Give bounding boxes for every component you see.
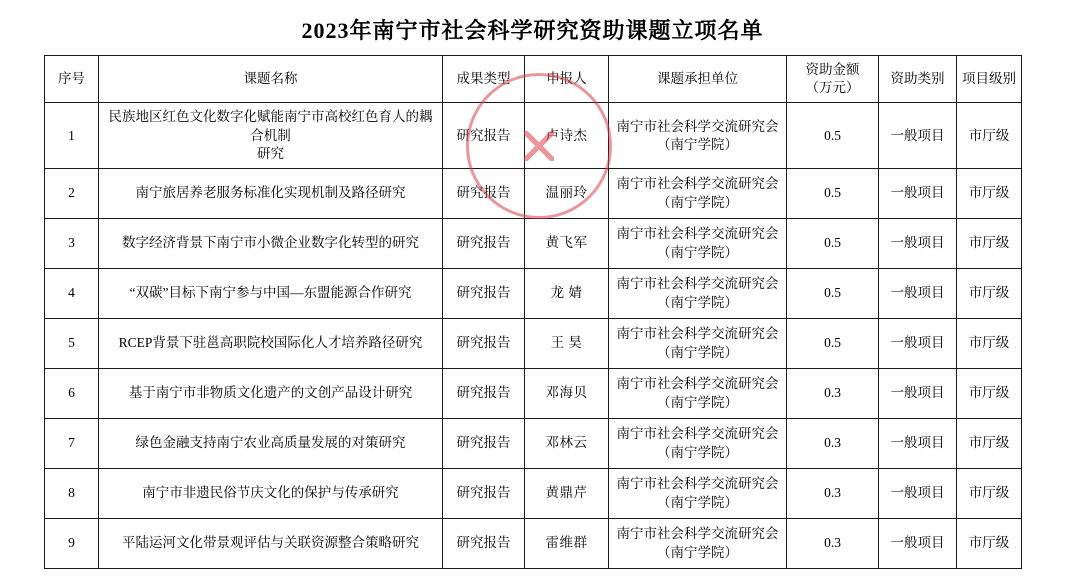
- project-list-table: [44, 55, 1022, 569]
- cell-unit-line1: 南宁市社会科学交流研究会: [616, 226, 779, 242]
- cell-name: 南宁市非遗民俗节庆文化的保护与传承研究: [99, 469, 443, 519]
- column-header-no: 序号: [45, 56, 99, 103]
- table-row: [45, 319, 1022, 369]
- cell-no: 6: [45, 369, 99, 419]
- cell-name: 基于南宁市非物质文化遗产的文创产品设计研究: [99, 369, 443, 419]
- cell-amount: 0.3: [787, 469, 879, 519]
- cell-unit: [609, 319, 787, 369]
- cell-type: 研究报告: [443, 269, 525, 319]
- cell-type: 研究报告: [443, 319, 525, 369]
- column-header-type: 成果类型: [443, 56, 525, 103]
- cell-name: RCEP背景下驻邕高职院校国际化人才培养路径研究: [99, 319, 443, 369]
- cell-amount: 0.5: [787, 169, 879, 219]
- table-row: [45, 419, 1022, 469]
- cell-type: 研究报告: [443, 169, 525, 219]
- cell-unit-line2: （南宁学院）: [657, 194, 738, 210]
- cell-no: 8: [45, 469, 99, 519]
- cell-type: 研究报告: [443, 219, 525, 269]
- cell-name: 绿色金融支持南宁农业高质量发展的对策研究: [99, 419, 443, 469]
- table-row: [45, 519, 1022, 569]
- cell-unit-line2: （南宁学院）: [657, 294, 738, 310]
- table-row: [45, 219, 1022, 269]
- cell-unit-line2: （南宁学院）: [657, 244, 738, 260]
- cell-type: 研究报告: [443, 419, 525, 469]
- cell-unit-line1: 南宁市社会科学交流研究会: [616, 376, 779, 392]
- cell-level: 市厅级: [957, 369, 1022, 419]
- cell-unit: [609, 169, 787, 219]
- cell-person: 王 昊: [525, 319, 609, 369]
- cell-name-line2: 研究: [257, 145, 284, 161]
- cell-person: 温丽玲: [525, 169, 609, 219]
- column-header-level: 项目级别: [957, 56, 1022, 103]
- cell-no: 2: [45, 169, 99, 219]
- cell-kind: 一般项目: [879, 169, 957, 219]
- cell-unit-line1: 南宁市社会科学交流研究会: [616, 276, 779, 292]
- cell-level: 市厅级: [957, 103, 1022, 169]
- cell-amount: 0.5: [787, 103, 879, 169]
- cell-no: 7: [45, 419, 99, 469]
- cell-level: 市厅级: [957, 469, 1022, 519]
- cell-unit-line2: （南宁学院）: [657, 136, 738, 152]
- cell-unit: [609, 269, 787, 319]
- table-row: [45, 369, 1022, 419]
- cell-amount: 0.3: [787, 369, 879, 419]
- cell-kind: 一般项目: [879, 519, 957, 569]
- column-header-name: 课题名称: [99, 56, 443, 103]
- cell-unit-line2: （南宁学院）: [657, 494, 738, 510]
- cell-level: 市厅级: [957, 319, 1022, 369]
- cell-type: 研究报告: [443, 469, 525, 519]
- table-header-row: [45, 56, 1022, 103]
- table-header: [45, 56, 1022, 103]
- table-container: [0, 55, 1065, 569]
- cell-unit-line2: （南宁学院）: [657, 444, 738, 460]
- cell-level: 市厅级: [957, 269, 1022, 319]
- cell-kind: 一般项目: [879, 219, 957, 269]
- column-header-person: 申报人: [525, 56, 609, 103]
- cell-unit: [609, 103, 787, 169]
- cell-level: 市厅级: [957, 219, 1022, 269]
- cell-unit-line2: （南宁学院）: [657, 544, 738, 560]
- cell-no: 4: [45, 269, 99, 319]
- cell-no: 9: [45, 519, 99, 569]
- table-row: [45, 269, 1022, 319]
- cell-unit-line1: 南宁市社会科学交流研究会: [616, 426, 779, 442]
- column-header-kind: 资助类别: [879, 56, 957, 103]
- cell-kind: 一般项目: [879, 103, 957, 169]
- cell-person: 邓林云: [525, 419, 609, 469]
- table-row: [45, 169, 1022, 219]
- cell-amount: 0.5: [787, 319, 879, 369]
- cell-unit-line1: 南宁市社会科学交流研究会: [616, 118, 779, 134]
- cell-person: 雷维群: [525, 519, 609, 569]
- cell-unit-line1: 南宁市社会科学交流研究会: [616, 176, 779, 192]
- cell-name: [99, 103, 443, 169]
- cell-level: 市厅级: [957, 169, 1022, 219]
- cell-person: 黄鼎芹: [525, 469, 609, 519]
- cell-unit-line1: 南宁市社会科学交流研究会: [616, 526, 779, 542]
- cell-unit: [609, 369, 787, 419]
- cell-kind: 一般项目: [879, 469, 957, 519]
- cell-type: 研究报告: [443, 519, 525, 569]
- cell-no: 1: [45, 103, 99, 169]
- cell-level: 市厅级: [957, 519, 1022, 569]
- cell-name-line1: 民族地区红色文化数字化赋能南宁市高校红色育人的耦合机制: [108, 109, 433, 143]
- table-row: [45, 469, 1022, 519]
- column-header-amount-line2: （万元）: [805, 80, 860, 96]
- cell-unit: [609, 469, 787, 519]
- column-header-unit: 课题承担单位: [609, 56, 787, 103]
- cell-name: 南宁旅居养老服务标准化实现机制及路径研究: [99, 169, 443, 219]
- cell-unit-line1: 南宁市社会科学交流研究会: [616, 476, 779, 492]
- cell-kind: 一般项目: [879, 269, 957, 319]
- cell-no: 3: [45, 219, 99, 269]
- cell-no: 5: [45, 319, 99, 369]
- cell-person: 黄飞军: [525, 219, 609, 269]
- cell-amount: 0.5: [787, 219, 879, 269]
- cell-unit-line1: 南宁市社会科学交流研究会: [616, 326, 779, 342]
- cell-name: “双碳”目标下南宁参与中国—东盟能源合作研究: [99, 269, 443, 319]
- cell-unit: [609, 219, 787, 269]
- cell-unit: [609, 519, 787, 569]
- cell-level: 市厅级: [957, 419, 1022, 469]
- column-header-amount-line1: 资助金额: [805, 62, 860, 77]
- cell-name: 数字经济背景下南宁市小微企业数字化转型的研究: [99, 219, 443, 269]
- cell-kind: 一般项目: [879, 419, 957, 469]
- cell-amount: 0.3: [787, 519, 879, 569]
- page-title: 2023年南宁市社会科学研究资助课题立项名单: [301, 18, 764, 43]
- cell-person: 卢诗杰: [525, 103, 609, 169]
- cell-unit: [609, 419, 787, 469]
- cell-kind: 一般项目: [879, 319, 957, 369]
- cell-person: 邓海贝: [525, 369, 609, 419]
- cell-type: 研究报告: [443, 369, 525, 419]
- cell-unit-line2: （南宁学院）: [657, 344, 738, 360]
- cell-name: 平陆运河文化带景观评估与关联资源整合策略研究: [99, 519, 443, 569]
- table-row: [45, 103, 1022, 169]
- cell-unit-line2: （南宁学院）: [657, 394, 738, 410]
- cell-amount: 0.3: [787, 419, 879, 469]
- table-body: [45, 103, 1022, 569]
- cell-person: 龙 婧: [525, 269, 609, 319]
- cell-amount: 0.5: [787, 269, 879, 319]
- cell-kind: 一般项目: [879, 369, 957, 419]
- cell-type: 研究报告: [443, 103, 525, 169]
- column-header-amount: [787, 56, 879, 103]
